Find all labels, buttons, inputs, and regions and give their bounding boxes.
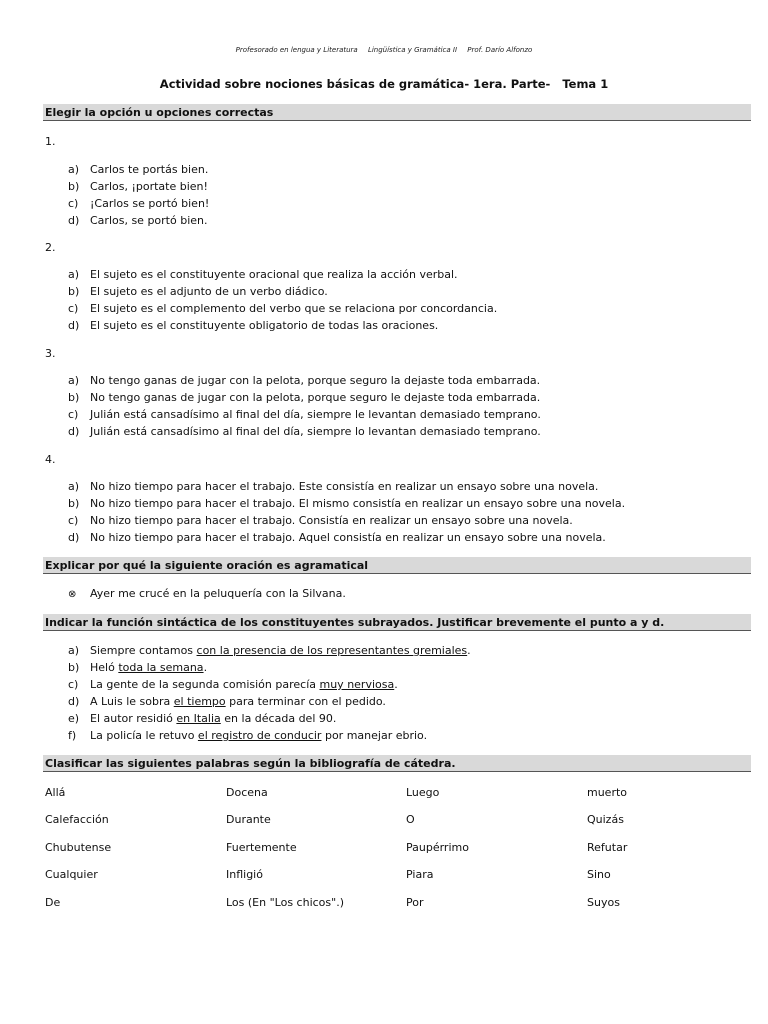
option-item: b) El sujeto es el adjunto de un verbo diádico. — [68, 285, 328, 298]
option-item: a) Carlos te portás bien. — [68, 163, 209, 176]
word-cell: Piara — [406, 868, 434, 881]
option-item: b) No tengo ganas de jugar con la pelota, porque seguro le dejaste toda embarrada. — [68, 391, 541, 404]
function-item: a) Siempre contamos con la presencia de los representantes gremiales. — [68, 644, 471, 657]
circle-x-icon: ⊗ — [68, 589, 77, 600]
word-cell: muerto — [587, 786, 628, 799]
option-item: d) No hizo tiempo para hacer el trabajo. Aquel consistía en realizar un ensayo sobre una novela. — [68, 531, 606, 544]
question-number: 1. — [45, 135, 56, 148]
question-number: 2. — [45, 241, 56, 254]
option-item: b) No hizo tiempo para hacer el trabajo. El mismo consistía en realizar un ensayo sobre una novela. — [68, 497, 626, 510]
option-item: c) El sujeto es el complemento del verbo que se relaciona por concordancia. — [68, 302, 498, 315]
word-cell: Allá — [45, 786, 66, 799]
page-header — [0, 46, 768, 54]
function-item: e) El autor residió en Italia en la década del 90. — [68, 712, 337, 725]
word-cell: O — [406, 813, 415, 826]
word-cell: Fuertemente — [226, 841, 297, 854]
option-item: a) No tengo ganas de jugar con la pelota, porque seguro la dejaste toda embarrada. — [68, 374, 541, 387]
option-item: a) No hizo tiempo para hacer el trabajo. Este consistía en realizar un ensayo sobre una novela. — [68, 480, 599, 493]
word-cell: Refutar — [587, 841, 628, 854]
option-item: d) El sujeto es el constituyente obligatorio de todas las oraciones. — [68, 319, 439, 332]
section-heading-options: Elegir la opción u opciones correctas — [43, 104, 751, 121]
question-number: 3. — [45, 347, 56, 360]
word-cell: Durante — [226, 813, 271, 826]
question-number: 4. — [45, 453, 56, 466]
word-cell: Chubutense — [45, 841, 112, 854]
word-cell: Calefacción — [45, 813, 109, 826]
section-heading-classify: Clasificar las siguientes palabras según la bibliografía de cátedra. — [43, 755, 751, 772]
header-subject: Lingüística y Gramática II — [367, 46, 458, 54]
option-item: d) Julián está cansadísimo al final del día, siempre lo levantan demasiado temprano. — [68, 425, 541, 438]
option-item: b) Carlos, ¡portate bien! — [68, 180, 208, 193]
word-cell: Sino — [587, 868, 611, 881]
option-item: c) No hizo tiempo para hacer el trabajo. Consistía en realizar un ensayo sobre una novela. — [68, 514, 573, 527]
function-item: b) Heló toda la semana. — [68, 661, 208, 674]
word-cell: Suyos — [587, 896, 620, 909]
header-professor: Prof. Darío Alfonzo — [467, 46, 533, 54]
word-cell: Cualquier — [45, 868, 98, 881]
word-cell: Infligió — [226, 868, 263, 881]
option-item: d) Carlos, se portó bien. — [68, 214, 208, 227]
function-item: d) A Luis le sobra el tiempo para terminar con el pedido. — [68, 695, 386, 708]
option-item: c) ¡Carlos se portó bien! — [68, 197, 210, 210]
word-cell: Quizás — [587, 813, 624, 826]
page-title: Actividad sobre nociones básicas de gramática- 1era. Parte- Tema 1 — [159, 77, 609, 91]
word-cell: Los (En "Los chicos".) — [226, 896, 344, 909]
section-heading-syntactic-function: Indicar la función sintáctica de los constituyentes subrayados. Justificar brevemente el punto a y d. — [43, 614, 751, 631]
function-item: c) La gente de la segunda comisión parecía muy nerviosa. — [68, 678, 398, 691]
header-course: Profesorado en lengua y Literatura — [235, 46, 358, 54]
word-cell: Luego — [406, 786, 440, 799]
section-heading-agrammatical: Explicar por qué la siguiente oración es agramatical — [43, 557, 751, 574]
function-item: f) La policía le retuvo el registro de conducir por manejar ebrio. — [68, 729, 428, 742]
word-cell: Paupérrimo — [406, 841, 469, 854]
option-item: a) El sujeto es el constituyente oracional que realiza la acción verbal. — [68, 268, 458, 281]
word-cell: Docena — [226, 786, 268, 799]
word-cell: De — [45, 896, 61, 909]
option-item: c) Julián está cansadísimo al final del día, siempre le levantan demasiado temprano. — [68, 408, 541, 421]
agrammatical-sentence: ⊗ Ayer me crucé en la peluquería con la Silvana. — [68, 587, 346, 600]
word-cell: Por — [406, 896, 424, 909]
